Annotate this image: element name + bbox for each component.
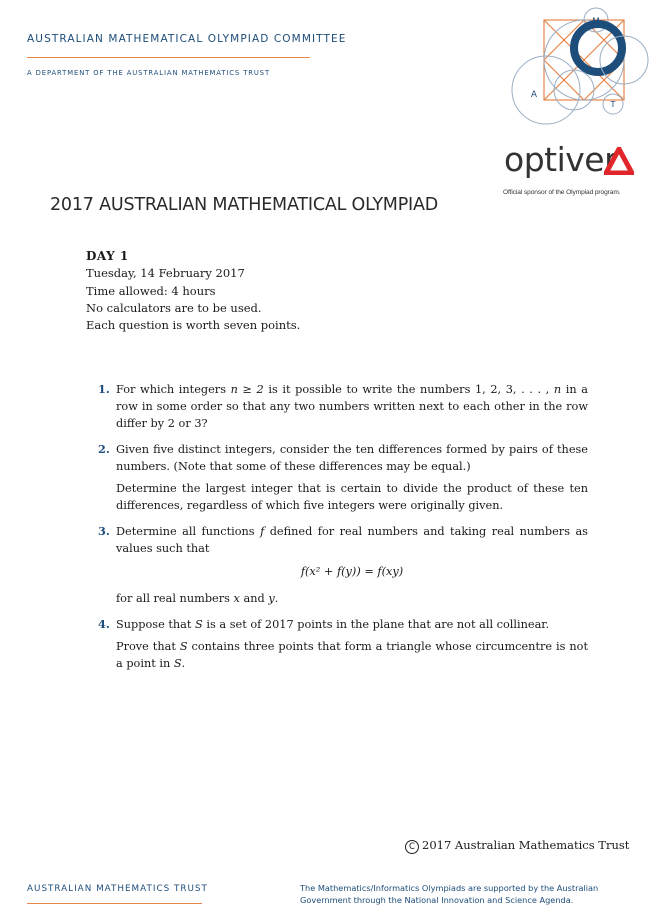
amt-logo xyxy=(500,6,650,156)
problem-number: 4. xyxy=(98,617,110,631)
problem-text: Determine all functions f defined for real numbers and taking real numbers as values such that xyxy=(116,525,588,555)
exam-info xyxy=(86,248,300,334)
problem-number: 2. xyxy=(98,442,110,456)
problem-text: For which integers n ≥ 2 is it possible to write the numbers 1, 2, 3, . . . , n in a row in some order so that any two numbers written next to each other in the row differ by 2 or 3? xyxy=(116,383,588,430)
problem-text: Suppose that S is a set of 2017 points in the plane that are not all collinear. xyxy=(116,618,550,631)
functional-equation: f(x² + f(y)) = f(xy) xyxy=(300,565,404,578)
sponsor-logo-text: optiver xyxy=(504,140,618,179)
logo-letter-a: A xyxy=(530,90,538,100)
logo-letter-t: T xyxy=(610,100,616,109)
problem-text: Determine the largest integer that is certain to divide the product of these ten differences, regardless of which five integers were originally given. xyxy=(116,482,588,512)
problem-text: for all real numbers x and y. xyxy=(116,592,279,605)
problem-number: 1. xyxy=(98,382,110,396)
exam-date: Tuesday, 14 February 2017 xyxy=(86,266,245,281)
logo-letter-m: M xyxy=(592,17,600,27)
department-line: A DEPARTMENT OF THE AUSTRALIAN MATHEMATICS TRUST xyxy=(27,69,271,77)
problem-text: Given five distinct integers, consider the ten differences formed by pairs of these numbers. (Note that some of these differences may be equal.) xyxy=(116,443,588,473)
time-allowed: Time allowed: 4 hours xyxy=(86,283,216,298)
copyright-line xyxy=(405,838,629,854)
points-note: Each question is worth seven points. xyxy=(86,318,301,333)
footer-org: AUSTRALIAN MATHEMATICS TRUST xyxy=(27,884,208,894)
copyright-text: 2017 Australian Mathematics Trust xyxy=(422,838,630,852)
problem-4 xyxy=(98,616,588,672)
problem-1 xyxy=(98,381,588,432)
problem-2 xyxy=(98,441,588,514)
footer-support-note: The Mathematics/Informatics Olympiads are supported by the Australian Government through the National Innovation and Science Agenda. xyxy=(300,883,599,905)
page-title: 2017 AUSTRALIAN MATHEMATICAL OLYMPIAD xyxy=(50,195,439,215)
day-heading: DAY 1 xyxy=(86,249,129,263)
problem-number: 3. xyxy=(98,524,110,538)
footer-rule xyxy=(27,903,202,904)
problem-3 xyxy=(98,523,588,607)
problem-list xyxy=(98,381,588,681)
copyright-icon: C xyxy=(405,840,419,854)
sponsor-note: Official sponsor of the Olympiad program. xyxy=(503,189,621,196)
header-rule-top xyxy=(27,57,310,58)
sponsor-triangle-icon xyxy=(604,147,634,175)
calculator-rule: No calculators are to be used. xyxy=(86,300,262,315)
organization-name: AUSTRALIAN MATHEMATICAL OLYMPIAD COMMITTEE xyxy=(27,33,347,45)
problem-text: Prove that S contains three points that form a triangle whose circumcentre is not a point in S. xyxy=(116,640,588,670)
